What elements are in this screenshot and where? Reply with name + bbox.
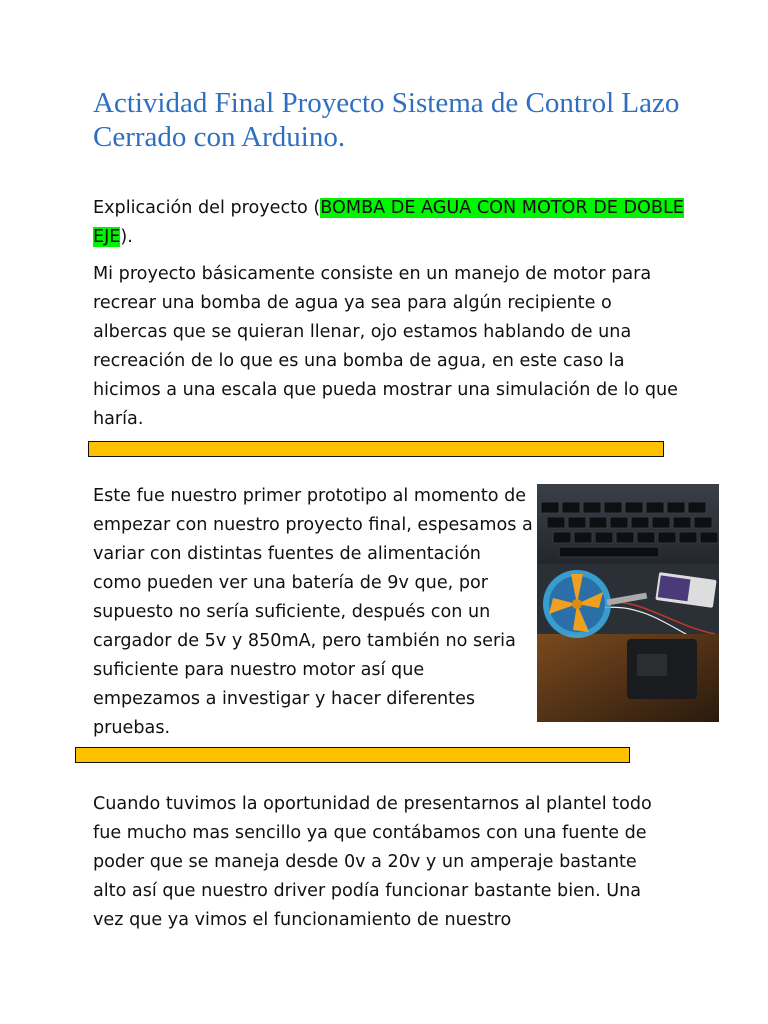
paragraph-presentation: Cuando tuvimos la oportunidad de presentarnos al plantel todo fue mucho mas sencillo ya que contábamos con una fuente de poder que se maneja desde 0v a 20v y un amperaje bastante alto así que nuestro driver podía funcionar bastante bien. Una vez que ya vimos el funcionamiento de nuestro [93,794,652,930]
prototype-photo-graphic [537,484,719,722]
subtitle-highlight: BOMBA DE AGUA CON MOTOR DE DOBLE EJE [93,198,684,247]
document-title: Actividad Final Proyecto Sistema de Control Lazo Cerrado con Arduino. [93,87,680,153]
paragraph-intro: Mi proyecto básicamente consiste en un manejo de motor para recrear una bomba de agua ya sea para algún recipiente o albercas que se quieran llenar, ojo estamos hablando de una recreación de lo que es una bomba de agua, en este caso la hicimos a una escala que pueda mostrar una simulación de lo que haría. [93,264,678,429]
project-subtitle [93,194,693,252]
section-divider-1 [88,441,664,457]
subtitle-suffix: ). [120,227,133,247]
subtitle-prefix: Explicación del proyecto ( [93,198,321,218]
prototype-photo [537,484,719,722]
section-divider-2 [75,747,630,763]
paragraph-prototype: Este fue nuestro primer prototipo al momento de empezar con nuestro proyecto final, espesamos a variar con distintas fuentes de alimentación como pueden ver una batería de 9v que, por supuesto no sería suficiente, después con un cargador de 5v y 850mA, pero también no seria suficiente para nuestro motor así que empezamos a investigar y hacer diferentes pruebas. [93,486,533,738]
